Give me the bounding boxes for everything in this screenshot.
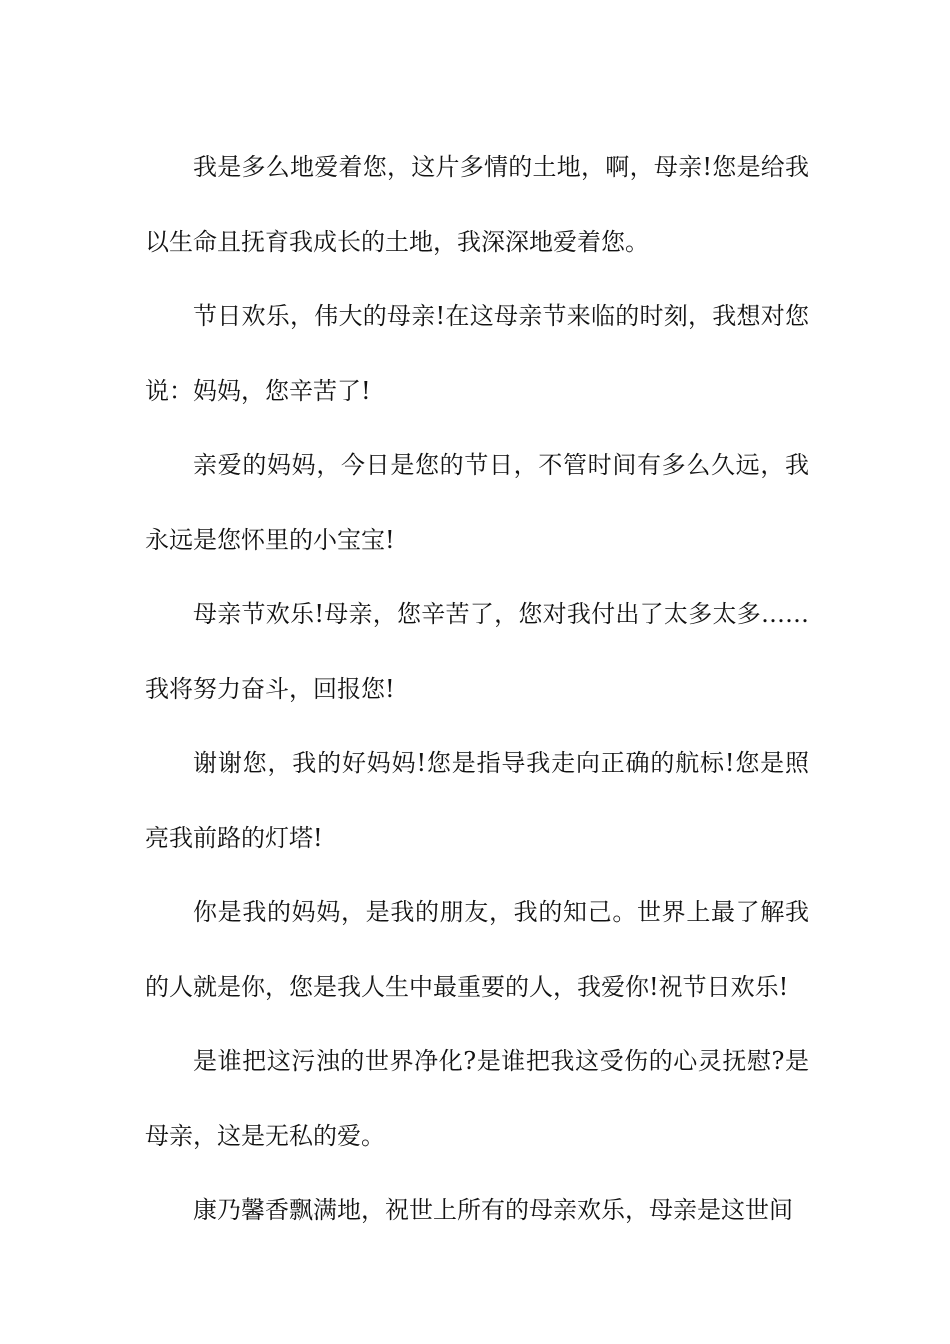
paragraph-4: 母亲节欢乐!母亲，您辛苦了，您对我付出了太多太多……我将努力奋斗，回报您!	[145, 600, 809, 703]
paragraph-1: 我是多么地爱着您，这片多情的土地，啊，母亲!您是给我以生命且抚育我成长的土地，我深深地爱着您。	[145, 153, 809, 256]
paragraph-5: 谢谢您，我的好妈妈!您是指导我走向正确的航标!您是照亮我前路的灯塔!	[145, 749, 809, 852]
paragraph-3: 亲爱的妈妈，今日是您的节日，不管时间有多么久远，我永远是您怀里的小宝宝!	[145, 451, 809, 554]
paragraph-8: 康乃馨香飘满地，祝世上所有的母亲欢乐，母亲是这世间	[193, 1196, 793, 1224]
paragraph-7: 是谁把这污浊的世界净化?是谁把我这受伤的心灵抚慰?是母亲，这是无私的爱。	[145, 1047, 809, 1150]
document-body	[145, 130, 809, 1248]
paragraph-2: 节日欢乐，伟大的母亲!在这母亲节来临的时刻，我想对您说：妈妈，您辛苦了!	[145, 302, 809, 405]
paragraph-6: 你是我的妈妈，是我的朋友，我的知己。世界上最了解我的人就是你，您是我人生中最重要的人，我爱你!祝节日欢乐!	[145, 898, 809, 1001]
